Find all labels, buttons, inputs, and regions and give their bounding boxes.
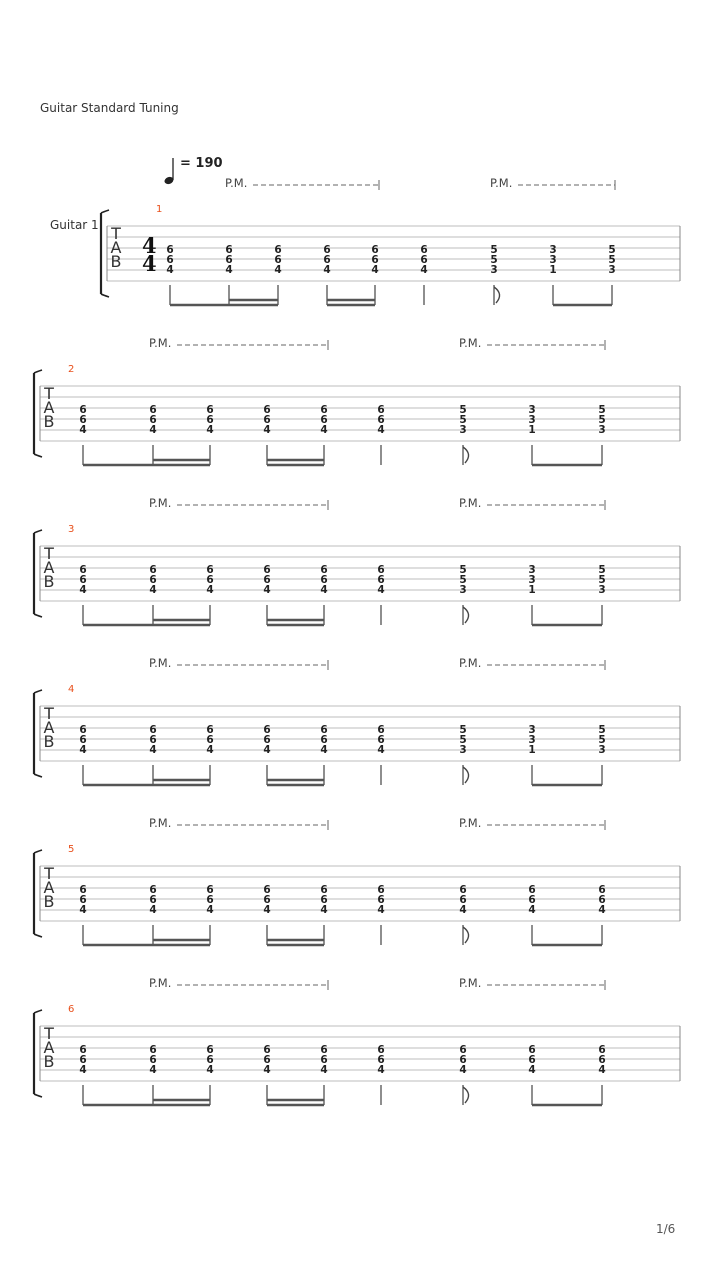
palm-mute-label: P.M. <box>490 176 513 190</box>
eighth-flag <box>463 1087 469 1103</box>
fret-number: 6 <box>371 244 379 256</box>
fret-number: 6 <box>377 734 385 746</box>
fret-number: 6 <box>206 894 214 906</box>
fret-number: 5 <box>598 404 606 416</box>
palm-mute-label: P.M. <box>459 336 482 350</box>
fret-number: 4 <box>377 584 385 596</box>
eighth-flag <box>463 767 469 783</box>
tab-clef-letter: A <box>43 718 55 737</box>
fret-number: 6 <box>79 564 87 576</box>
fret-number: 6 <box>263 1044 271 1056</box>
fret-number: 6 <box>206 404 214 416</box>
fret-number: 6 <box>149 1044 157 1056</box>
fret-number: 6 <box>377 884 385 896</box>
fret-number: 1 <box>528 584 536 596</box>
fret-number: 3 <box>528 414 536 426</box>
tempo-marking: = 190 <box>180 156 223 171</box>
fret-number: 3 <box>459 584 467 596</box>
fret-number: 6 <box>598 884 606 896</box>
tab-clef-letter: A <box>43 1038 55 1057</box>
fret-number: 6 <box>149 724 157 736</box>
fret-number: 6 <box>598 1044 606 1056</box>
fret-number: 4 <box>377 904 385 916</box>
fret-number: 1 <box>528 744 536 756</box>
fret-number: 4 <box>149 584 157 596</box>
fret-number: 6 <box>459 894 467 906</box>
fret-number: 6 <box>149 564 157 576</box>
fret-number: 6 <box>149 574 157 586</box>
fret-number: 1 <box>528 424 536 436</box>
fret-number: 5 <box>490 244 498 256</box>
fret-number: 6 <box>528 884 536 896</box>
tab-clef-letter: B <box>43 892 55 911</box>
fret-number: 6 <box>149 734 157 746</box>
fret-number: 4 <box>598 904 606 916</box>
bracket-top-hook <box>34 1010 42 1013</box>
fret-number: 6 <box>377 404 385 416</box>
fret-number: 6 <box>323 254 331 266</box>
tab-clef-letter: B <box>43 1052 55 1071</box>
fret-number: 4 <box>528 1064 536 1076</box>
fret-number: 4 <box>149 1064 157 1076</box>
fret-number: 6 <box>206 574 214 586</box>
fret-number: 6 <box>274 254 282 266</box>
fret-number: 4 <box>225 264 233 276</box>
fret-number: 6 <box>420 254 428 266</box>
fret-number: 5 <box>459 404 467 416</box>
fret-number: 4 <box>320 424 328 436</box>
palm-mute-label: P.M. <box>149 976 172 990</box>
fret-number: 6 <box>206 884 214 896</box>
fret-number: 6 <box>263 1054 271 1066</box>
fret-number: 6 <box>166 254 174 266</box>
bracket-bottom-hook <box>34 774 42 777</box>
fret-number: 6 <box>149 414 157 426</box>
fret-number: 6 <box>320 1054 328 1066</box>
fret-number: 4 <box>79 584 87 596</box>
fret-number: 6 <box>166 244 174 256</box>
tab-clef-letter: T <box>44 1024 54 1043</box>
fret-number: 1 <box>549 264 557 276</box>
tab-clef-letter: B <box>43 732 55 751</box>
tab-clef-letter: B <box>43 412 55 431</box>
fret-number: 3 <box>459 744 467 756</box>
bracket-top-hook <box>101 210 109 213</box>
bracket-bottom-hook <box>34 454 42 457</box>
fret-number: 4 <box>371 264 379 276</box>
fret-number: 6 <box>598 1054 606 1066</box>
palm-mute-label: P.M. <box>149 816 172 830</box>
tab-clef-letter: A <box>110 238 122 257</box>
fret-number: 6 <box>459 884 467 896</box>
bracket-bottom-hook <box>34 934 42 937</box>
fret-number: 4 <box>149 904 157 916</box>
fret-number: 5 <box>459 564 467 576</box>
tab-clef-letter: T <box>44 384 54 403</box>
fret-number: 4 <box>598 1064 606 1076</box>
tab-clef-letter: B <box>110 252 122 271</box>
fret-number: 4 <box>206 1064 214 1076</box>
fret-number: 6 <box>320 724 328 736</box>
fret-number: 5 <box>459 724 467 736</box>
fret-number: 6 <box>320 414 328 426</box>
fret-number: 3 <box>549 254 557 266</box>
fret-number: 6 <box>79 414 87 426</box>
tab-clef-letter: B <box>43 572 55 591</box>
fret-number: 6 <box>528 894 536 906</box>
fret-number: 6 <box>263 574 271 586</box>
fret-number: 6 <box>377 1054 385 1066</box>
fret-number: 5 <box>459 414 467 426</box>
eighth-flag <box>463 447 469 463</box>
fret-number: 4 <box>274 264 282 276</box>
fret-number: 6 <box>377 414 385 426</box>
fret-number: 6 <box>149 884 157 896</box>
fret-number: 4 <box>528 904 536 916</box>
fret-number: 4 <box>206 584 214 596</box>
fret-number: 4 <box>79 1064 87 1076</box>
fret-number: 6 <box>377 574 385 586</box>
fret-number: 6 <box>263 894 271 906</box>
fret-number: 6 <box>79 404 87 416</box>
fret-number: 4 <box>79 744 87 756</box>
fret-number: 6 <box>206 724 214 736</box>
fret-number: 6 <box>377 1044 385 1056</box>
bracket-top-hook <box>34 690 42 693</box>
fret-number: 3 <box>528 724 536 736</box>
fret-number: 3 <box>528 404 536 416</box>
fret-number: 3 <box>598 424 606 436</box>
fret-number: 6 <box>206 414 214 426</box>
fret-number: 6 <box>263 724 271 736</box>
fret-number: 3 <box>528 734 536 746</box>
palm-mute-label: P.M. <box>459 496 482 510</box>
page-number: 1/6 <box>656 1222 676 1236</box>
fret-number: 6 <box>206 1044 214 1056</box>
fret-number: 4 <box>206 904 214 916</box>
palm-mute-label: P.M. <box>149 496 172 510</box>
fret-number: 6 <box>206 1054 214 1066</box>
fret-number: 6 <box>263 884 271 896</box>
fret-number: 5 <box>608 254 616 266</box>
bracket-bottom-hook <box>101 294 109 297</box>
fret-number: 3 <box>598 744 606 756</box>
palm-mute-label: P.M. <box>459 656 482 670</box>
fret-number: 6 <box>206 734 214 746</box>
fret-number: 3 <box>549 244 557 256</box>
fret-number: 6 <box>79 574 87 586</box>
bracket-top-hook <box>34 370 42 373</box>
fret-number: 6 <box>320 1044 328 1056</box>
fret-number: 4 <box>206 424 214 436</box>
fret-number: 4 <box>320 584 328 596</box>
fret-number: 6 <box>377 564 385 576</box>
tuning-label: Guitar Standard Tuning <box>40 101 179 115</box>
fret-number: 6 <box>225 244 233 256</box>
tab-clef-letter: T <box>44 544 54 563</box>
fret-number: 4 <box>263 744 271 756</box>
fret-number: 4 <box>459 904 467 916</box>
measure-number: 5 <box>68 844 75 855</box>
tab-clef-letter: T <box>111 224 121 243</box>
fret-number: 4 <box>149 744 157 756</box>
fret-number: 5 <box>608 244 616 256</box>
fret-number: 5 <box>598 414 606 426</box>
eighth-flag <box>463 927 469 943</box>
fret-number: 6 <box>323 244 331 256</box>
fret-number: 6 <box>149 894 157 906</box>
palm-mute-label: P.M. <box>149 336 172 350</box>
fret-number: 4 <box>323 264 331 276</box>
fret-number: 6 <box>420 244 428 256</box>
tab-clef-letter: A <box>43 878 55 897</box>
palm-mute-label: P.M. <box>459 816 482 830</box>
palm-mute-label: P.M. <box>149 656 172 670</box>
fret-number: 6 <box>149 404 157 416</box>
fret-number: 6 <box>79 884 87 896</box>
measure-number: 1 <box>156 204 163 215</box>
fret-number: 6 <box>528 1054 536 1066</box>
fret-number: 3 <box>608 264 616 276</box>
time-signature-top: 4 <box>142 233 157 258</box>
fret-number: 6 <box>79 734 87 746</box>
bracket-bottom-hook <box>34 614 42 617</box>
track-name: Guitar 1 <box>50 218 99 232</box>
fret-number: 4 <box>377 744 385 756</box>
eighth-flag <box>463 607 469 623</box>
fret-number: 6 <box>263 564 271 576</box>
fret-number: 4 <box>263 904 271 916</box>
fret-number: 3 <box>459 424 467 436</box>
measure-number: 2 <box>68 364 75 375</box>
fret-number: 3 <box>528 564 536 576</box>
measure-number: 4 <box>68 684 75 695</box>
fret-number: 3 <box>528 574 536 586</box>
fret-number: 6 <box>79 1044 87 1056</box>
fret-number: 6 <box>206 564 214 576</box>
fret-number: 5 <box>459 574 467 586</box>
fret-number: 4 <box>377 424 385 436</box>
fret-number: 4 <box>377 1064 385 1076</box>
fret-number: 6 <box>598 894 606 906</box>
tab-clef-letter: A <box>43 558 55 577</box>
fret-number: 6 <box>320 564 328 576</box>
time-signature-bottom: 4 <box>142 251 157 276</box>
tab-clef-letter: T <box>44 704 54 723</box>
fret-number: 5 <box>459 734 467 746</box>
fret-number: 4 <box>149 424 157 436</box>
fret-number: 6 <box>263 404 271 416</box>
fret-number: 6 <box>263 734 271 746</box>
fret-number: 4 <box>206 744 214 756</box>
fret-number: 6 <box>371 254 379 266</box>
fret-number: 6 <box>459 1044 467 1056</box>
fret-number: 6 <box>79 894 87 906</box>
fret-number: 6 <box>320 574 328 586</box>
tab-clef-letter: T <box>44 864 54 883</box>
fret-number: 5 <box>598 734 606 746</box>
fret-number: 6 <box>149 1054 157 1066</box>
fret-number: 4 <box>166 264 174 276</box>
palm-mute-label: P.M. <box>459 976 482 990</box>
fret-number: 4 <box>263 424 271 436</box>
fret-number: 6 <box>320 884 328 896</box>
fret-number: 3 <box>490 264 498 276</box>
fret-number: 6 <box>320 734 328 746</box>
fret-number: 3 <box>598 584 606 596</box>
fret-number: 6 <box>528 1044 536 1056</box>
fret-number: 6 <box>459 1054 467 1066</box>
bracket-top-hook <box>34 530 42 533</box>
fret-number: 4 <box>320 904 328 916</box>
fret-number: 4 <box>79 904 87 916</box>
eighth-flag <box>494 287 500 303</box>
measure-number: 3 <box>68 524 75 535</box>
fret-number: 6 <box>225 254 233 266</box>
bracket-bottom-hook <box>34 1094 42 1097</box>
fret-number: 6 <box>79 1054 87 1066</box>
fret-number: 4 <box>459 1064 467 1076</box>
fret-number: 5 <box>598 574 606 586</box>
fret-number: 6 <box>274 244 282 256</box>
fret-number: 4 <box>320 1064 328 1076</box>
fret-number: 5 <box>598 564 606 576</box>
fret-number: 4 <box>263 1064 271 1076</box>
fret-number: 6 <box>377 724 385 736</box>
fret-number: 4 <box>320 744 328 756</box>
fret-number: 4 <box>420 264 428 276</box>
fret-number: 5 <box>490 254 498 266</box>
fret-number: 4 <box>79 424 87 436</box>
fret-number: 6 <box>320 894 328 906</box>
measure-number: 6 <box>68 1004 75 1015</box>
fret-number: 6 <box>263 414 271 426</box>
fret-number: 6 <box>79 724 87 736</box>
fret-number: 4 <box>263 584 271 596</box>
palm-mute-label: P.M. <box>225 176 248 190</box>
bracket-top-hook <box>34 850 42 853</box>
fret-number: 6 <box>377 894 385 906</box>
tab-clef-letter: A <box>43 398 55 417</box>
fret-number: 5 <box>598 724 606 736</box>
fret-number: 6 <box>320 404 328 416</box>
